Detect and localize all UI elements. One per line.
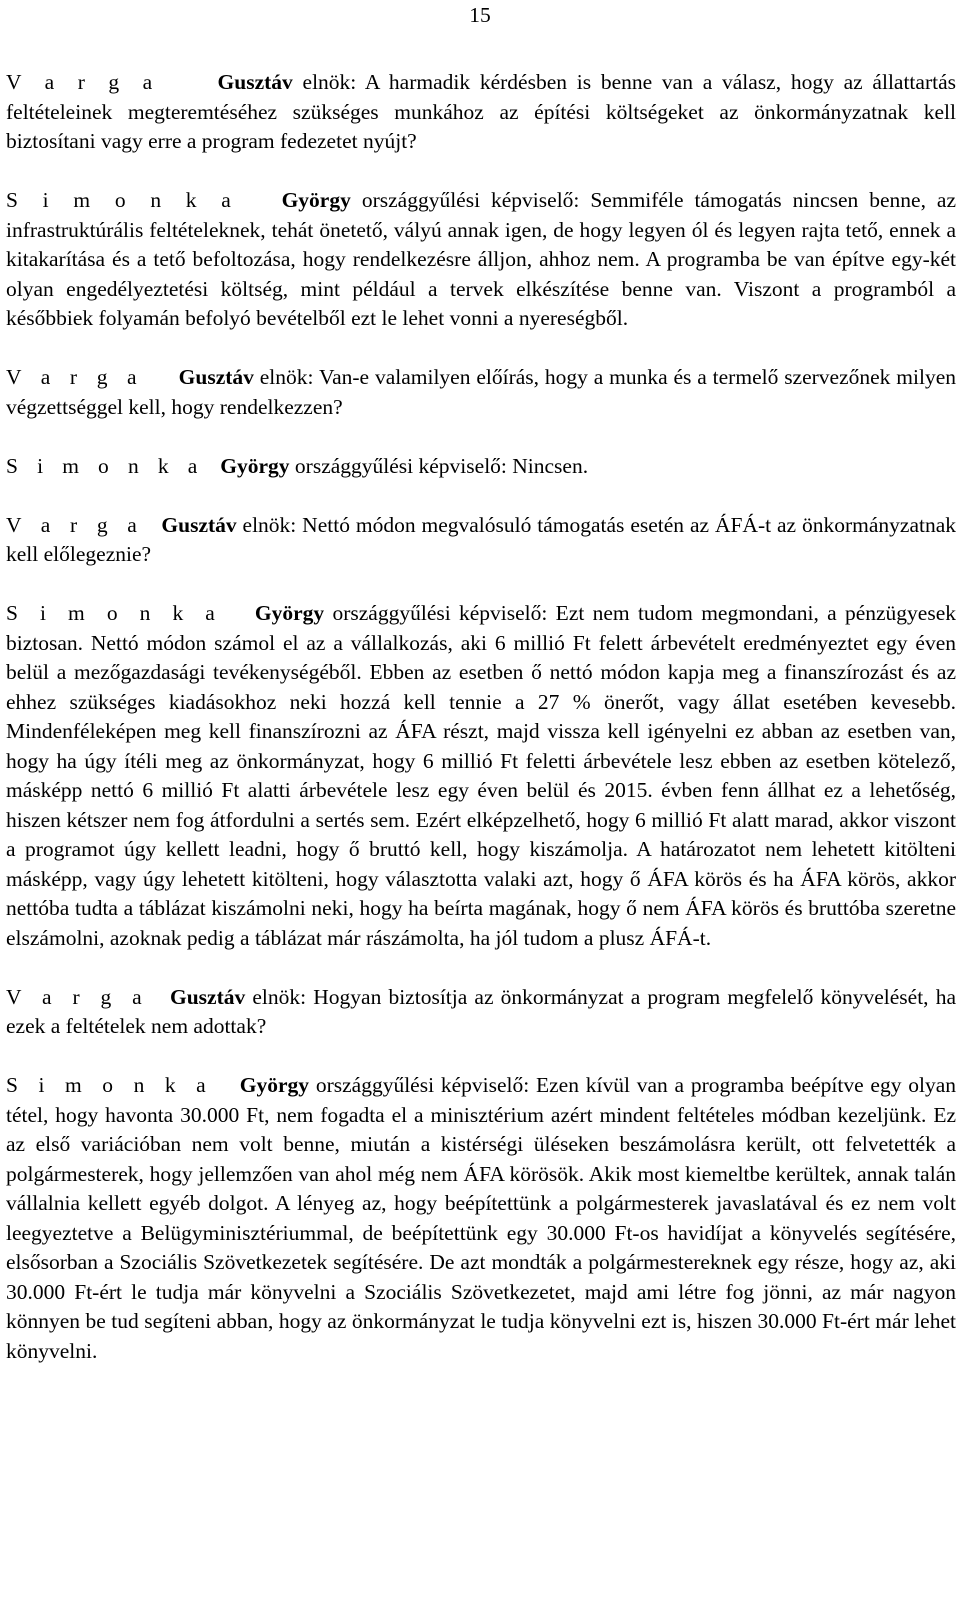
paragraph-text: elnök: Van-e valamilyen előírás, hogy a munka és a termelő szervezőnek milyen végzettséggel kell, hogy rendelkezzen?: [6, 365, 957, 419]
speaker-surname: V a r g a: [6, 70, 160, 94]
paragraph-varga-3: [6, 511, 956, 570]
paragraph-text: elnök: Nettó módon megvalósuló támogatás esetén az ÁFÁ-t az önkormányzatnak kell előlegeznie?: [6, 512, 957, 566]
speaker-surname: V a r g a: [6, 512, 144, 537]
speaker-surname: V a r g a: [6, 365, 144, 389]
paragraph-simonka-3: [6, 599, 956, 953]
speaker-given-name: Gusztáv: [161, 512, 237, 537]
paragraph-text: országgyűlési képviselő: Semmiféle támogatás nincsen benne, az infrastruktúrális feltételeknek, tehát önetető, vályú annak igen, de hogy legyen ól és legyen rajta tető, ennek a kitakarítása és a tető befoltozása, hogy rendelkezésre álljon, ahhoz nem. A programba be van építve egy-két olyan engedélyeztetési költség, mint például a tervek elkészítése benne van. Viszont a programból a későbbiek folyamán befolyó bevételből ezt le lehet vonni a nyereségből.: [6, 188, 957, 330]
speaker-surname: S i m o n k a: [6, 188, 238, 212]
paragraph-simonka-2: [6, 452, 956, 482]
speaker-given-name: Gusztáv: [170, 984, 246, 1009]
speaker-given-name: György: [281, 188, 351, 212]
speaker-given-name: Gusztáv: [217, 70, 293, 94]
speaker-surname: V a r g a: [6, 984, 149, 1009]
paragraph-varga-4: [6, 983, 956, 1042]
page-number: 15: [469, 3, 491, 27]
paragraph-text: elnök: Hogyan biztosítja az önkormányzat a program megfelelő könyvelését, ha ezek a feltételek nem adottak?: [6, 984, 956, 1038]
speaker-surname: S i m o n k a: [6, 601, 222, 625]
paragraph-varga-1: [6, 68, 956, 157]
speaker-surname: S i m o n k a: [6, 453, 205, 478]
paragraph-text: országgyűlési képviselő: Ezt nem tudom megmondani, a pénzügyesek biztosan. Nettó módon számol el az a vállalkozás, aki 6 millió Ft felett árbevételt eredményeztet egy éven belül a mezőgazdasági tevékenységéből. Ebben az esetben ő nettó módon kapja meg a finanszírozást és az ehhez szükséges kiadásokhoz neki hozzá kell tennie a 27 % önerőt, vagy állat esetében kevesebb. Mindenféleképen meg kell finanszírozni az ÁFA részt, majd vissza kell igényelni ez abban az esetben van, hogy ha úgy ítéli meg az önkormányzat, hogy 6 millió Ft feletti árbevétele lesz ebben az esetben kötelező, másképp nettó 6 millió Ft alatti árbevétele lesz egy éven belül és 2015. évben fenn állhat ez a lehetőség, hiszen kétszer nem fog átfordulni a sertés sem. Ezért elképzelhető, hogy 6 millió Ft alatt marad, akkor viszont a programot úgy kellett leadni, hogy ő bruttó kell, hogy kiszámolja. A határozatot nem lehetett kitölteni másképp, vagy úgy lehetett kitölteni, hogy választotta valaki azt, hogy ő ÁFA körös és ha ÁFA körös, akkor nettóba tudta a táblázat kiszámolni neki, hogy ha beírta magának, hogy ő nem ÁFA körös és bruttóba szeretne elszámolni, azoknak pedig a táblázat már rászámolta, ha jól tudom a plusz ÁFÁ-t.: [6, 601, 957, 950]
paragraph-text: országgyűlési képviselő: Nincsen.: [289, 453, 589, 478]
speaker-given-name: György: [254, 601, 325, 625]
speaker-given-name: György: [220, 453, 290, 478]
speaker-given-name: György: [239, 1073, 310, 1097]
paragraph-simonka-1: [6, 186, 956, 334]
paragraph-text: elnök: A harmadik kérdésben is benne van a válasz, hogy az állattartás feltételeinek megteremtéséhez szükséges munkához az építési költségeket az önkormányzatnak kell biztosítani vagy erre a program fedezetet nyújt?: [6, 70, 956, 153]
paragraph-text: országgyűlési képviselő: Ezen kívül van a programba beépítve egy olyan tétel, hogy havonta 30.000 Ft, nem fogadta el a minisztérium azért mindent feltételes módban kezeljünk. Ez az első variációban nem volt benne, miután a kistérségi üléseken beszámolásra került, ott felvetették a polgármesterek, hogy jellemzően van ahol még nem ÁFA körösök. Akik most kiemeltbe kerültek, annak talán vállalnia kellett egyéb dolgot. A lényeg az, hogy beépítettünk a polgármesterek javaslatával és ez nem volt leegyeztetve a Belügyminisztériummal, de beépítettünk egy 30.000 Ft-os havidíjat a könyvelés segítésére, elsősorban a Szociális Szövetkezetek segítésére. De azt mondták a polgármestereknek egy része, hogy az, aki 30.000 Ft-ért le tudja már könyvelni a Szociális Szövetkezetet, majd ami létre fog jönni, az már nagyon könnyen be tud segíteni abban, hogy az önkormányzat le tudja könyvelni ezt is, hiszen 30.000 Ft-ért már lehet könyvelni.: [6, 1073, 957, 1363]
paragraph-simonka-4: [6, 1071, 956, 1366]
speaker-given-name: Gusztáv: [178, 365, 254, 389]
paragraph-varga-2: [6, 363, 956, 422]
speaker-surname: S i m o n k a: [6, 1073, 213, 1097]
